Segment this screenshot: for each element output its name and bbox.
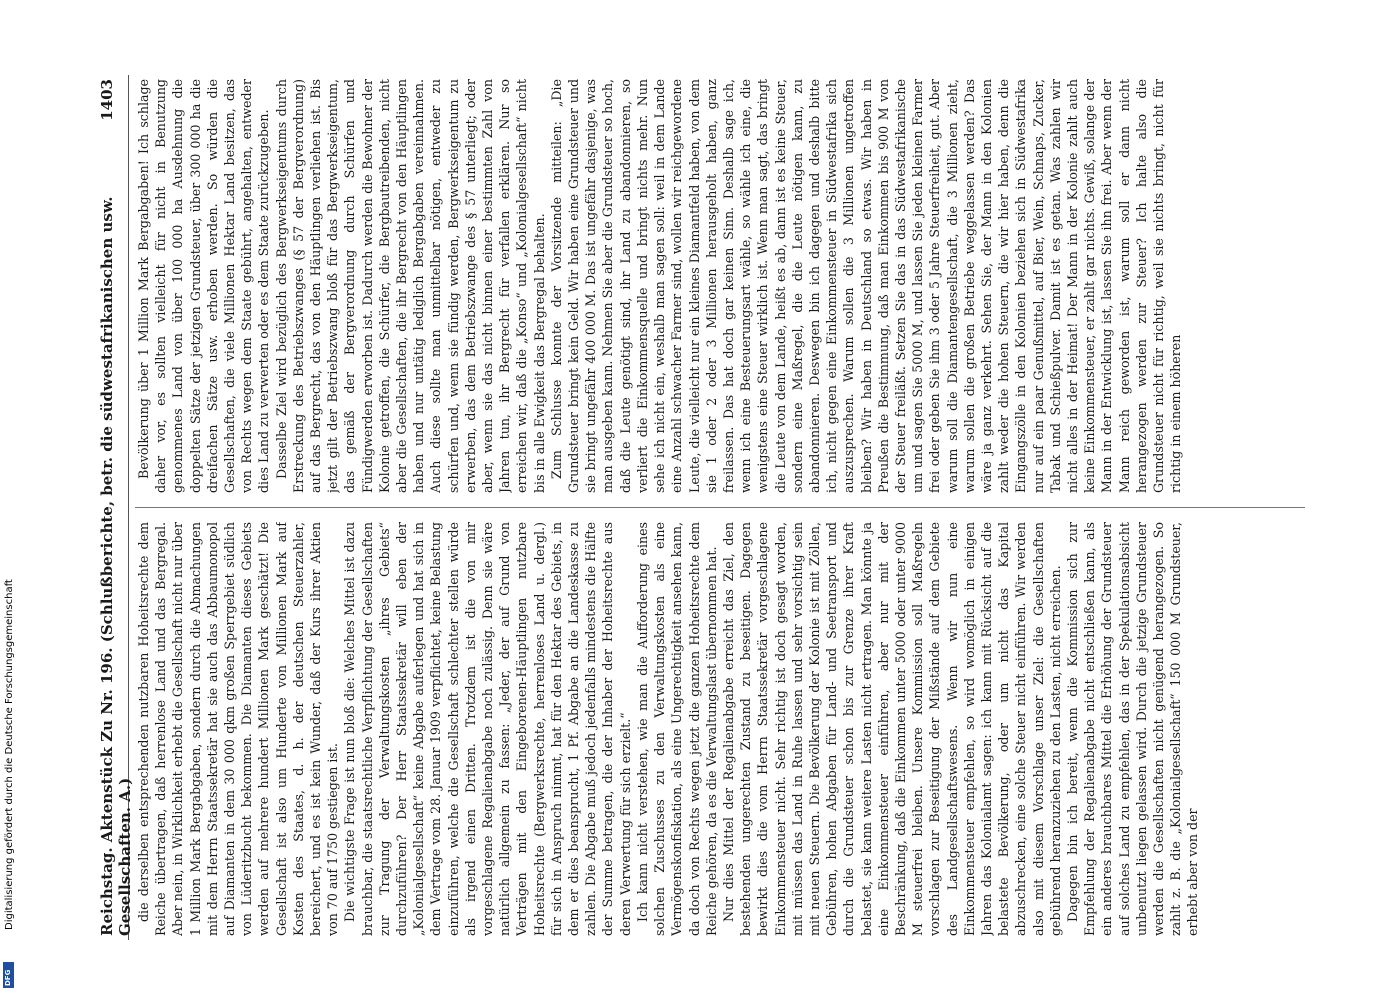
page-header (90, 75, 134, 940)
column-divider (135, 507, 1305, 508)
page-title: Reichstag. Aktenstück Zu Nr. 196. (Schlußberichte, betr. die südwestafrikanischen usw. Gesellschaften. A.) (98, 196, 134, 936)
page-number: 1403 (98, 79, 116, 121)
paragraph: Nur dies Mittel der Regalienabgabe erreicht das Ziel, den bestehenden ungerechten Zustand zu beseitigen. Dagegen bewirkt dies die vom Herrn Staatssekretär vorgeschlagene Einkommensteuer nicht. Sehr richtig ist doch gesagt worden, mit müssen das Land in Ruhe lassen und sehr vorsichtig sein mit neuen Steuern. Die Bevölkerung der Kolonie ist mit Zöllen, Gebühren, hohen Abgaben für Land- und Seetransport und durch die Grundsteuer schon bis zur Grenze ihrer Kraft belastet, sie kann weitere Lasten nicht ertragen. Man könnte ja eine Einkommensteuer einführen, aber nur mit der Beschränkung, daß die Einkommen unter 5000 oder unter 9000 M steuerfrei bleiben. Unsere Kommission soll Maßregeln vorschlagen zur Beseitigung der Mißstände auf dem Gebiete des Landgesellschaftswesens. Wenn wir nun eine Einkommensteuer empfehlen, so wird womöglich in einigen Jahren das Kolonialamt sagen: ich kann mit Rücksicht auf die belastete Bevölkerung, oder um nicht das Kapital abzuschrecken, eine solche Steuer nicht einführen. Wir werden also mit diesem Vorschlage unser Ziel: die Gesellschaften gebührend heranzuziehen zu den Lasten, nicht erreichen. (720, 522, 1063, 936)
dfg-logo-text: DFG (4, 969, 12, 986)
document-page (90, 75, 1310, 940)
right-column (135, 79, 1305, 493)
dfg-logo-icon (3, 962, 14, 988)
paragraph: Dagegen bin ich bereit, wenn die Kommission sich zur Empfehlung der Regalienabgabe nicht entschließen kann, als ein anderes brauchbares Mittel die Erhöhung der Grundsteuer auf solches Land zu empfehlen, das in der Spekulationsabsicht unbenutzt liegen gelassen wird. Durch die jetzige Grundsteuer werden die Gesellschaften nicht genügend herangezogen. So zahlt z. B. die „Kolonialgesellschaft“ 150 000 M Grundsteuer, erhebt aber von der (1064, 522, 1201, 936)
digitization-footer (2, 579, 16, 995)
text-columns (129, 75, 1305, 940)
paragraph: Dasselbe Ziel wird bezüglich des Bergwerkseigentums durch Erstreckung des Betriebszwanges (§ 57 der Bergverordnung) auf das Bergrecht, das von den Häuptlingen verliehen ist. Bis jetzt gilt der Betriebszwang bloß für das Bergwerkseigentum, das gemäß der Bergverordnung durch Schürfen und Fündigwerden erworben ist. Dadurch werden die Bewohner der Kolonie getroffen, die Schürfer, die Bergbautreibenden, nicht aber die Gesellschaften, die ihr Bergrecht von den Häuptlingen haben und nur untätig lediglich Bergabgaben vereinnahmen. Auch diese sollte man unmittelbar nötigen, entweder zu schürfen und, wenn sie fündig werden, Bergwerkseigentum zu erwerben, das dem Betriebszwange des § 57 unterliegt; oder aber, wenn sie das nicht binnen einer bestimmten Zahl von Jahren tun, ihr Bergrecht für verfallen erklären. Nur so erreichen wir, daß die „Konso“ und „Kolonialgesellschaft“ nicht bis in alle Ewigkeit das Bergregal behalten. (273, 79, 547, 493)
digitization-note: Digitalisierung gefördert durch die Deutsche Forschungsgemeinschaft (4, 579, 15, 930)
paragraph: Bevölkerung über 1 Million Mark Bergabgaben! Ich schlage daher vor, es sollten vielleicht für nicht in Benutzung genommenes Land von über 100 000 ha Ausdehnung die doppelten Sätze der jetzigen Grundsteuer, über 300 000 ha die dreifachen Sätze usw. erhoben werden. So würden die Gesellschaften, die viele Millionen Hektar Land besitzen, das von Rechts wegen dem Staate gebührt, angehalten, entweder dies Land zu verwerten oder es dem Staate zurückzugeben. (136, 79, 272, 493)
paragraph: die derselben entsprechenden nutzbaren Hoheitsrechte dem Reiche übertragen, daß herrenlose Land und das Bergregal. Aber nein, in Wirklichkeit erhebt die Gesellschaft nicht nur über 1 Million Mark Bergabgaben, sondern durch die Abmachungen mit dem Herrn Staatssekretär hat sie auch das Abbaumonopol auf Diamanten in dem 30 000 qkm großen Sperrgebiet südlich von Lüderitzbucht bekommen. Die Diamanten dieses Gebiets werden auf mehrere hundert Millionen Mark geschätzt! Die Gesellschaft ist also um Hunderte von Millionen Mark auf Kosten des Staates, d. h. der deutschen Steuerzahler, bereichert, und es ist kein Wunder, daß der Kurs ihrer Aktien von 70 auf 1750 gestiegen ist. (136, 522, 341, 936)
paragraph: Zum Schlusse konnte der Vorsitzende mitteilen: „Die Grundsteuer bringt kein Geld. Wir haben eine Grundsteuer und sie bringt ungefähr 400 000 M. Das ist ungefähr dasjenige, was man ausgeben kann. Nehmen Sie aber die Grundsteuer so hoch, daß die Leute genötigt sind, ihr Land zu abandonnieren, so verliert die Einkommensquelle und bringt nichts mehr. Nun sehe ich nicht ein, weshalb man sagen soll: weil in dem Lande eine Anzahl schwacher Farmer sind, wollen wir reichgewordene Leute, die vielleicht nur ein kleines Diamantfeld haben, von dem sie 1 oder 2 oder 3 Millionen herausgeholt haben, ganz freilassen. Das hat doch gar keinen Sinn. Deshalb sage ich, wenn ich eine Besteuerungsart wähle, so wähle ich eine, die wenigstens eine Steuer wirklich ist. Wenn man sagt, das bringt die Leute von dem Lande, heißt es ab, dann ist es keine Steuer, sondern eine Maßregel, die die Leute nötigen kann, zu abandonnieren. Deswegen bin ich dagegen und deshalb bitte ich, nicht gegen eine Einkommensteuer in Südwestafrika sich auszusprechen. Warum sollen die 3 Millionen ungetroffen bleiben? Wir haben in Deutschland so etwas. Wir haben in Preußen die Bestimmung, daß man Einkommen bis 900 M von der Steuer freiläßt. Setzen Sie das in das Südwestafrikanische um und sagen Sie 5000 M, und lassen Sie jeden kleinen Farmer frei oder geben Sie ihm 3 oder 5 Jahre Steuerfreiheit, gut. Aber warum soll die Diamantengesellschaft, die 3 Millionen zieht, warum sollen die großen Betriebe weggelassen werden? Das wäre ja ganz verkehrt. Sehen Sie, der Mann in den Kolonien zahlt weder die hohen Steuern, die wir hier haben, denn die Eingangszölle in den Kolonien beziehen sich in Südwestafrika nur auf ein paar Genußmittel, auf Bier, Wein, Schnaps, Zucker, Tabak und Schießpulver. Damit ist es getan. Was zahlen wir nicht alles in der Heimat! Der Mann in der Kolonie zahlt auch keine Einkommensteuer, er zahlt gar nichts. Gewiß, solange der Mann in der Entwicklung ist, lassen Sie ihn frei. Aber wenn der Mann reich geworden ist, warum soll er dann nicht herangezogen werden zur Steuer? Ich halte also die Grundsteuer nicht für richtig, weil sie nichts bringt, nicht für richtig in einem höheren (548, 79, 1184, 493)
paragraph: Ich kann nicht verstehen, wie man die Aufforderung eines solchen Zuschusses zu den Verwaltungskosten als eine Vermögenskonfiskation, als eine Ungerechtigkeit ansehen kann, da doch von Rechts wegen jetzt die ganzen Hoheitsrechte dem Reiche gehören, da es die Verwaltungslast übernommen hat. (634, 522, 719, 936)
paragraph: Die wichtigste Frage ist nun bloß die: Welches Mittel ist dazu brauchbar, die staatsrechtliche Verpflichtung der Gesellschaften zur Tragung der Verwaltungskosten „ihres Gebiets“ durchzuführen? Der Herr Staatssekretär will eben der „Kolonialgesellschaft“ keine Abgabe auferlegen und hat sich in dem Vertrage vom 28. Januar 1909 verpflichtet, keine Belastung einzuführen, welche die Gesellschaft schlechter stellen würde als irgend einen Dritten. Trotzdem ist die von mir vorgeschlagene Regalienabgabe noch zulässig. Denn sie wäre natürlich allgemein zu fassen: „Jeder, der auf Grund von Verträgen mit den Eingeborenen-Häuptlingen nutzbare Hoheitsrechte (Bergwerksrechte, herrenloses Land u. dergl.) für sich in Anspruch nimmt, hat für den Hektar des Gebiets, in dem er dies beansprucht, 1 Pf. Abgabe an die Landeskasse zu zahlen. Die Abgabe muß jedoch jedenfalls mindestens die Hälfte der Summe betragen, die der Inhaber der Hoheitsrechte aus deren Verwertung für sich erzielt.“ (342, 522, 633, 936)
left-column (135, 522, 1305, 936)
